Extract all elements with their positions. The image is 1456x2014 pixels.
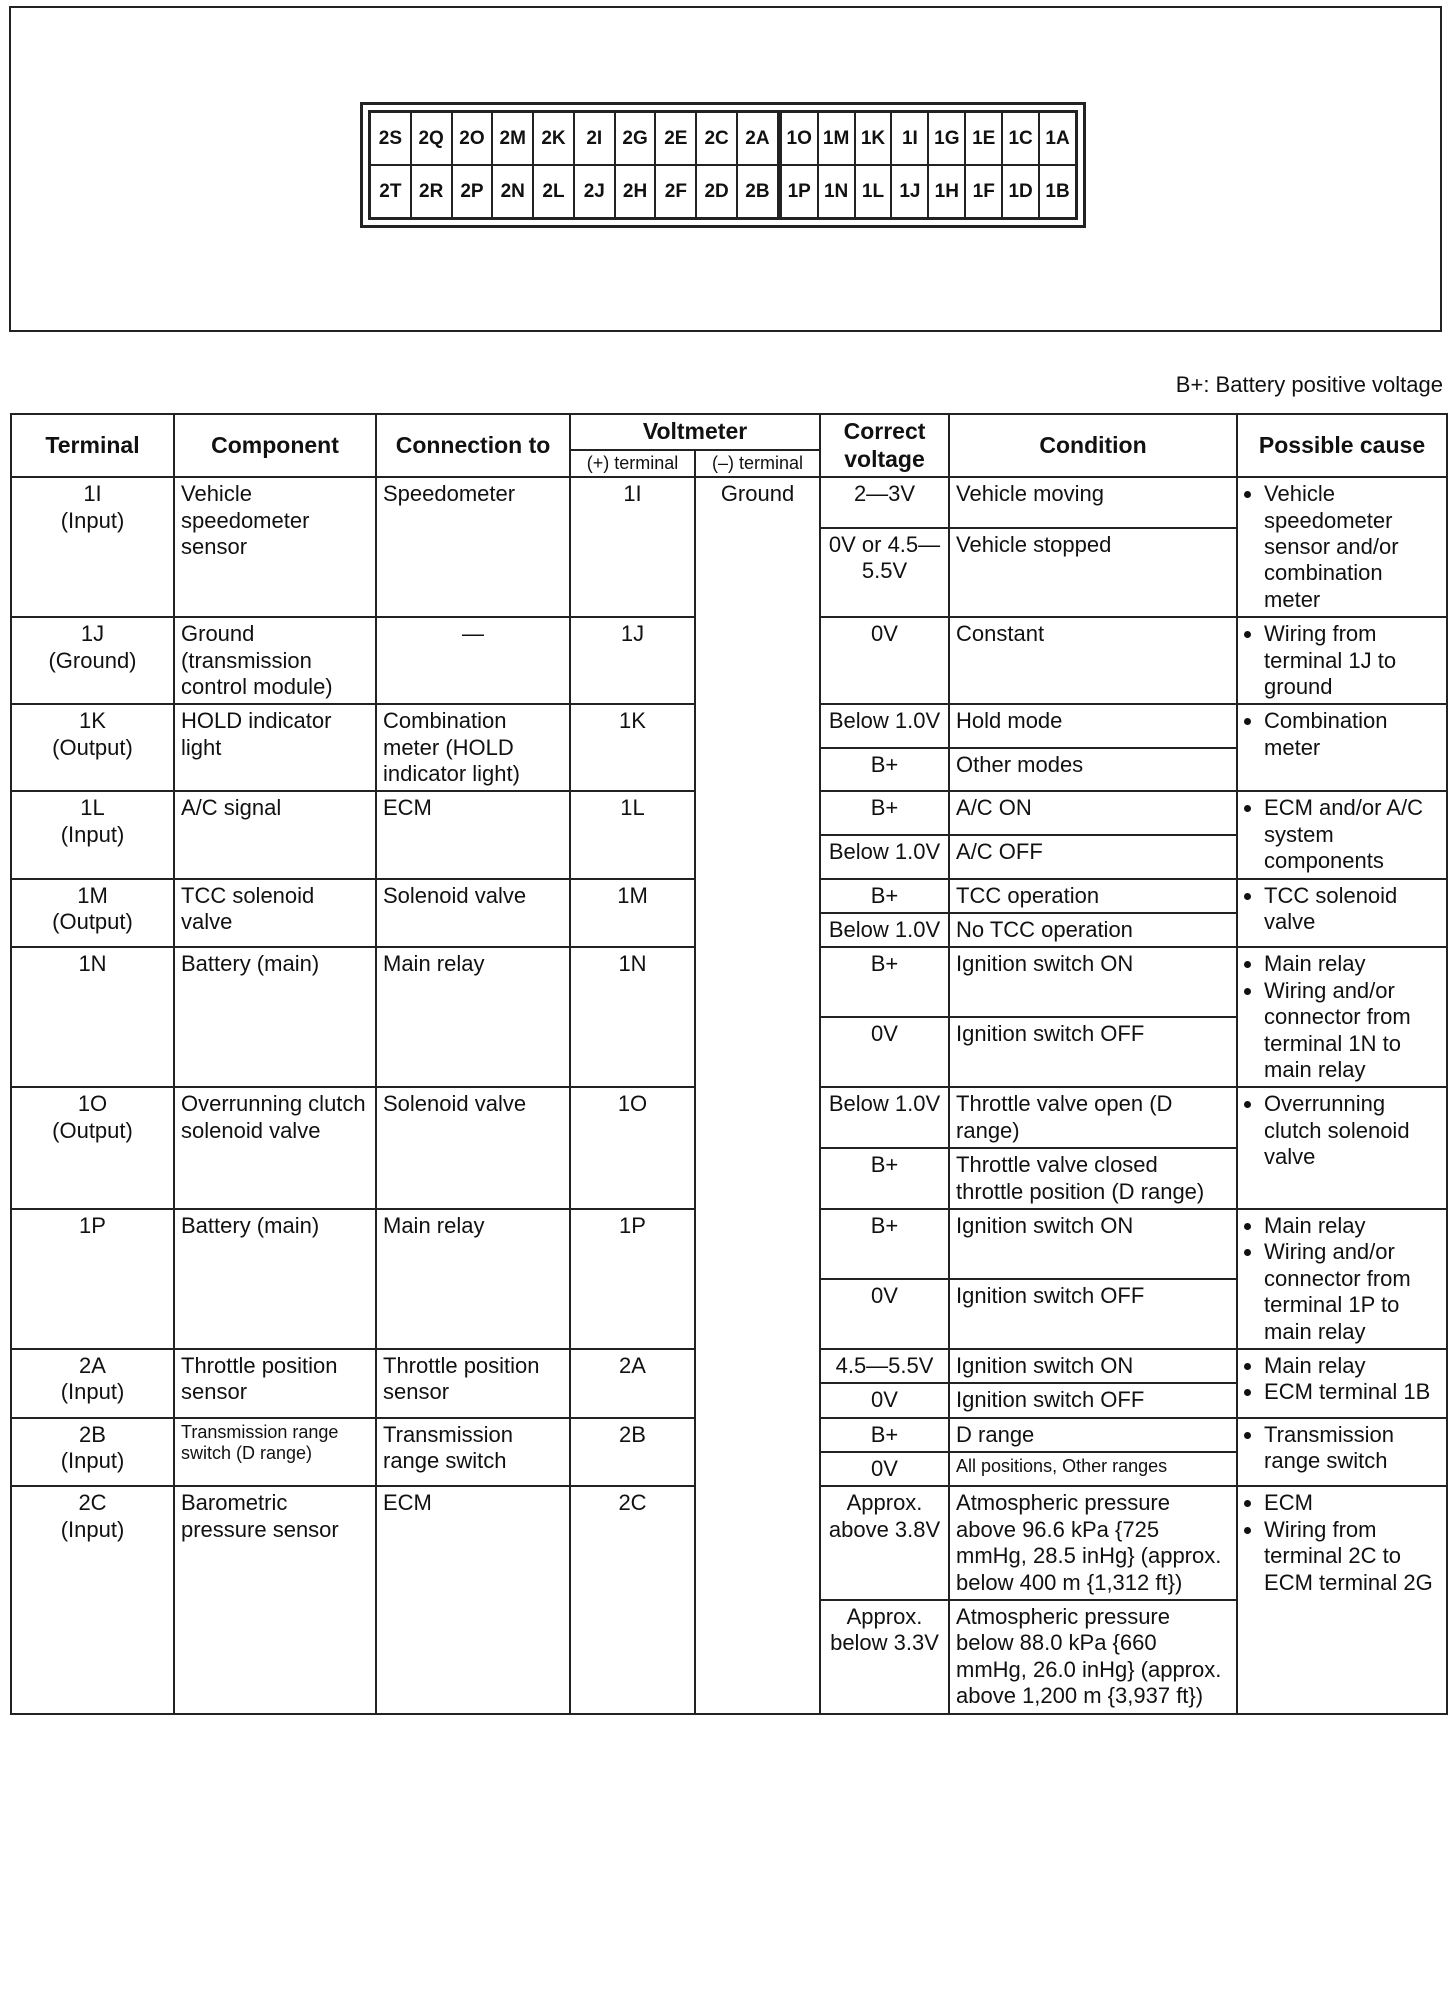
- possible-cause-cell: [1237, 617, 1447, 704]
- connector-pin: 2P: [452, 165, 493, 218]
- connection-cell: ECM: [376, 1486, 570, 1713]
- connector-pin: 1O: [781, 112, 818, 165]
- terminal-type: (Input): [60, 821, 125, 847]
- condition-cell: TCC operation: [949, 879, 1237, 913]
- condition-cell: Ignition switch OFF: [949, 1383, 1237, 1417]
- connector-pin: 2T: [370, 165, 411, 218]
- possible-cause-cell: [1237, 1087, 1447, 1209]
- correct-voltage-cell: Below 1.0V: [820, 704, 949, 748]
- plus-terminal-cell: 1L: [570, 791, 695, 878]
- connection-cell: Throttle position sensor: [376, 1349, 570, 1418]
- terminal-id: 1I: [83, 481, 102, 507]
- plus-terminal-cell: 1P: [570, 1209, 695, 1349]
- correct-voltage-cell: B+: [820, 748, 949, 792]
- connector-pin: 2M: [492, 112, 533, 165]
- connection-cell: Speedometer: [376, 477, 570, 617]
- connector-pin: 2Q: [411, 112, 452, 165]
- correct-voltage-cell: B+: [820, 791, 949, 835]
- terminal-cell: [11, 1087, 174, 1209]
- cause-item: • TCC solenoid valve: [1264, 883, 1440, 936]
- condition-cell: Atmospheric pressure below 88.0 kPa {660 mmHg, 26.0 inHg} (approx. above 1,200 m {3,937 ft}): [949, 1600, 1237, 1714]
- cause-item: • Wiring from terminal 2C to ECM terminal 2G: [1264, 1517, 1440, 1596]
- condition-cell: Constant: [949, 617, 1237, 704]
- possible-cause-cell: [1237, 1349, 1447, 1418]
- table-body: [11, 477, 1447, 1713]
- plus-terminal-cell: 1K: [570, 704, 695, 791]
- connector-pin: 2B: [737, 165, 778, 218]
- terminal-cell: [11, 1349, 174, 1418]
- condition-cell: A/C ON: [949, 791, 1237, 835]
- condition-cell: Vehicle stopped: [949, 528, 1237, 617]
- condition-cell: Throttle valve open (D range): [949, 1087, 1237, 1148]
- connection-cell: Main relay: [376, 947, 570, 1087]
- terminal-id: 1J: [80, 621, 105, 647]
- connector-pin: 1P: [781, 165, 818, 218]
- terminal-type: (Input): [60, 1448, 125, 1474]
- component-cell: HOLD indicator light: [174, 704, 376, 791]
- correct-voltage-cell: B+: [820, 1418, 949, 1452]
- cause-item: • Wiring and/or connector from terminal 1N to main relay: [1264, 978, 1440, 1084]
- plus-terminal-cell: 1J: [570, 617, 695, 704]
- terminal-type: (Output): [52, 1117, 133, 1143]
- connector-row: [781, 165, 1076, 218]
- plus-terminal-cell: 2A: [570, 1349, 695, 1418]
- condition-cell: All positions, Other ranges: [949, 1452, 1237, 1486]
- terminal-type: (Ground): [48, 647, 137, 673]
- cause-item: • Vehicle speedometer sensor and/or combination meter: [1264, 481, 1440, 613]
- connector-row: [370, 112, 778, 165]
- connector-pin: 2D: [696, 165, 737, 218]
- terminal-id: 1L: [80, 795, 105, 821]
- terminal-id: 1M: [77, 882, 108, 908]
- condition-cell: Ignition switch OFF: [949, 1017, 1237, 1087]
- connector-pin: 2N: [492, 165, 533, 218]
- connector-pin: 1C: [1002, 112, 1039, 165]
- plus-terminal-cell: 2B: [570, 1418, 695, 1487]
- connector-pin: 2I: [574, 112, 615, 165]
- connector-pin: 2A: [737, 112, 778, 165]
- connector-pin: 1I: [891, 112, 928, 165]
- terminal-id: 1N: [78, 951, 107, 977]
- connector-pin: 1K: [855, 112, 892, 165]
- possible-cause-cell: [1237, 947, 1447, 1087]
- header-component: Component: [174, 414, 376, 477]
- connector-pin: 1F: [965, 165, 1002, 218]
- terminal-type: (Input): [60, 507, 125, 533]
- connector-pin: 1J: [891, 165, 928, 218]
- connector-pin: 2L: [533, 165, 574, 218]
- header-connection: Connection to: [376, 414, 570, 477]
- correct-voltage-cell: Approx. below 3.3V: [820, 1600, 949, 1714]
- terminal-cell: [11, 879, 174, 948]
- cause-item: • Main relay: [1264, 951, 1440, 977]
- connector-pin: 1E: [965, 112, 1002, 165]
- terminal-voltage-table: [10, 413, 1448, 1715]
- cause-item: • ECM: [1264, 1490, 1440, 1516]
- component-cell: Barometric pressure sensor: [174, 1486, 376, 1713]
- condition-cell: Ignition switch ON: [949, 1349, 1237, 1383]
- table-row: [11, 477, 1447, 528]
- possible-cause-cell: [1237, 879, 1447, 948]
- terminal-cell: [11, 1486, 174, 1713]
- plus-terminal-cell: 1N: [570, 947, 695, 1087]
- terminal-cell: [11, 947, 174, 1087]
- connector-pin: 1N: [818, 165, 855, 218]
- possible-cause-cell: [1237, 1486, 1447, 1713]
- cause-item: • ECM and/or A/C system components: [1264, 795, 1440, 874]
- connector-pin: 2G: [615, 112, 656, 165]
- cause-item: • Wiring and/or connector from terminal 1P to main relay: [1264, 1239, 1440, 1345]
- condition-cell: D range: [949, 1418, 1237, 1452]
- header-plus-terminal: (+) terminal: [570, 450, 695, 478]
- correct-voltage-cell: B+: [820, 947, 949, 1017]
- connector-row: [370, 165, 778, 218]
- connector-pin: 2K: [533, 112, 574, 165]
- correct-voltage-cell: Approx. above 3.8V: [820, 1486, 949, 1600]
- connection-cell: Main relay: [376, 1209, 570, 1349]
- correct-voltage-cell: 0V or 4.5—5.5V: [820, 528, 949, 617]
- condition-cell: Other modes: [949, 748, 1237, 792]
- component-cell: TCC solenoid valve: [174, 879, 376, 948]
- correct-voltage-cell: 4.5—5.5V: [820, 1349, 949, 1383]
- possible-cause-cell: [1237, 791, 1447, 878]
- connection-cell: Transmission range switch: [376, 1418, 570, 1487]
- connector-pin: 2H: [615, 165, 656, 218]
- header-possible-cause: Possible cause: [1237, 414, 1447, 477]
- connector-block-2: [370, 112, 781, 218]
- connector-pin: 2S: [370, 112, 411, 165]
- cause-item: • Main relay: [1264, 1353, 1440, 1379]
- connection-cell: ECM: [376, 791, 570, 878]
- connector-pin: 2C: [696, 112, 737, 165]
- terminal-id: 1O: [77, 1091, 108, 1117]
- possible-cause-cell: [1237, 1209, 1447, 1349]
- component-cell: A/C signal: [174, 791, 376, 878]
- header-voltmeter: Voltmeter: [570, 414, 820, 450]
- condition-cell: Hold mode: [949, 704, 1237, 748]
- header-minus-terminal: (–) terminal: [695, 450, 820, 478]
- cause-item: • Wiring from terminal 1J to ground: [1264, 621, 1440, 700]
- cause-item: • ECM terminal 1B: [1264, 1379, 1440, 1405]
- component-cell: Battery (main): [174, 1209, 376, 1349]
- connector-pin: 2R: [411, 165, 452, 218]
- terminal-cell: [11, 1209, 174, 1349]
- terminal-cell: [11, 791, 174, 878]
- connection-cell: —: [376, 617, 570, 704]
- condition-cell: Vehicle moving: [949, 477, 1237, 528]
- condition-cell: No TCC operation: [949, 913, 1237, 947]
- possible-cause-cell: [1237, 477, 1447, 617]
- header-terminal: Terminal: [11, 414, 174, 477]
- terminal-id: 1K: [79, 708, 106, 734]
- component-cell: Ground (transmission control module): [174, 617, 376, 704]
- correct-voltage-cell: 0V: [820, 1452, 949, 1486]
- connector-pin: 1L: [855, 165, 892, 218]
- terminal-id: 1P: [79, 1212, 106, 1238]
- terminal-type: (Output): [52, 909, 133, 935]
- terminal-cell: [11, 617, 174, 704]
- cause-item: • Combination meter: [1264, 708, 1440, 761]
- connector-block-1: [781, 112, 1076, 218]
- component-cell: Battery (main): [174, 947, 376, 1087]
- component-cell: Transmission range switch (D range): [174, 1418, 376, 1487]
- correct-voltage-cell: 2—3V: [820, 477, 949, 528]
- connection-cell: Solenoid valve: [376, 1087, 570, 1209]
- terminal-id: 2A: [79, 1352, 106, 1378]
- correct-voltage-cell: Below 1.0V: [820, 835, 949, 879]
- connection-cell: Combination meter (HOLD indicator light): [376, 704, 570, 791]
- minus-terminal-ground: Ground: [695, 477, 820, 1713]
- condition-cell: Atmospheric pressure above 96.6 kPa {725 mmHg, 28.5 inHg} (approx. below 400 m {1,312 ft}): [949, 1486, 1237, 1600]
- header-condition: Condition: [949, 414, 1237, 477]
- correct-voltage-cell: B+: [820, 879, 949, 913]
- component-cell: Overrunning clutch solenoid valve: [174, 1087, 376, 1209]
- connector-pin: 1G: [928, 112, 965, 165]
- tcm-connector-diagram: [360, 102, 1086, 228]
- plus-terminal-cell: 1M: [570, 879, 695, 948]
- terminal-type: (Input): [60, 1379, 125, 1405]
- correct-voltage-cell: B+: [820, 1148, 949, 1209]
- cause-item: • Transmission range switch: [1264, 1422, 1440, 1475]
- connector-row: [781, 112, 1076, 165]
- connector-pin: 1B: [1039, 165, 1076, 218]
- condition-cell: Ignition switch ON: [949, 1209, 1237, 1279]
- terminal-id: 2C: [78, 1490, 107, 1516]
- connector-pin: 1D: [1002, 165, 1039, 218]
- terminal-cell: [11, 704, 174, 791]
- condition-cell: Ignition switch OFF: [949, 1279, 1237, 1349]
- cause-item: • Main relay: [1264, 1213, 1440, 1239]
- battery-voltage-note: B+: Battery positive voltage: [1175, 372, 1443, 397]
- terminal-type: (Input): [60, 1516, 125, 1542]
- condition-cell: Throttle valve closed throttle position (D range): [949, 1148, 1237, 1209]
- plus-terminal-cell: 1I: [570, 477, 695, 617]
- condition-cell: A/C OFF: [949, 835, 1237, 879]
- connector-pin: 2J: [574, 165, 615, 218]
- condition-cell: Ignition switch ON: [949, 947, 1237, 1017]
- possible-cause-cell: [1237, 704, 1447, 791]
- correct-voltage-cell: Below 1.0V: [820, 1087, 949, 1148]
- connector-pin: 1H: [928, 165, 965, 218]
- possible-cause-cell: [1237, 1418, 1447, 1487]
- terminal-id: 2B: [79, 1421, 106, 1447]
- connector-pin: 1A: [1039, 112, 1076, 165]
- correct-voltage-cell: B+: [820, 1209, 949, 1279]
- correct-voltage-cell: 0V: [820, 1279, 949, 1349]
- correct-voltage-cell: 0V: [820, 617, 949, 704]
- terminal-cell: [11, 1418, 174, 1487]
- connector-pin: 1M: [818, 112, 855, 165]
- plus-terminal-cell: 2C: [570, 1486, 695, 1713]
- connector-pin: 2O: [452, 112, 493, 165]
- header-correct-voltage: Correct voltage: [820, 414, 949, 477]
- connector-pin: 2F: [655, 165, 696, 218]
- component-cell: Vehicle speedometer sensor: [174, 477, 376, 617]
- cause-item: • Overrunning clutch solenoid valve: [1264, 1091, 1440, 1170]
- correct-voltage-cell: Below 1.0V: [820, 913, 949, 947]
- terminal-type: (Output): [52, 734, 133, 760]
- terminal-cell: [11, 477, 174, 617]
- component-cell: Throttle position sensor: [174, 1349, 376, 1418]
- correct-voltage-cell: 0V: [820, 1383, 949, 1417]
- plus-terminal-cell: 1O: [570, 1087, 695, 1209]
- connector-pin: 2E: [655, 112, 696, 165]
- connection-cell: Solenoid valve: [376, 879, 570, 948]
- correct-voltage-cell: 0V: [820, 1017, 949, 1087]
